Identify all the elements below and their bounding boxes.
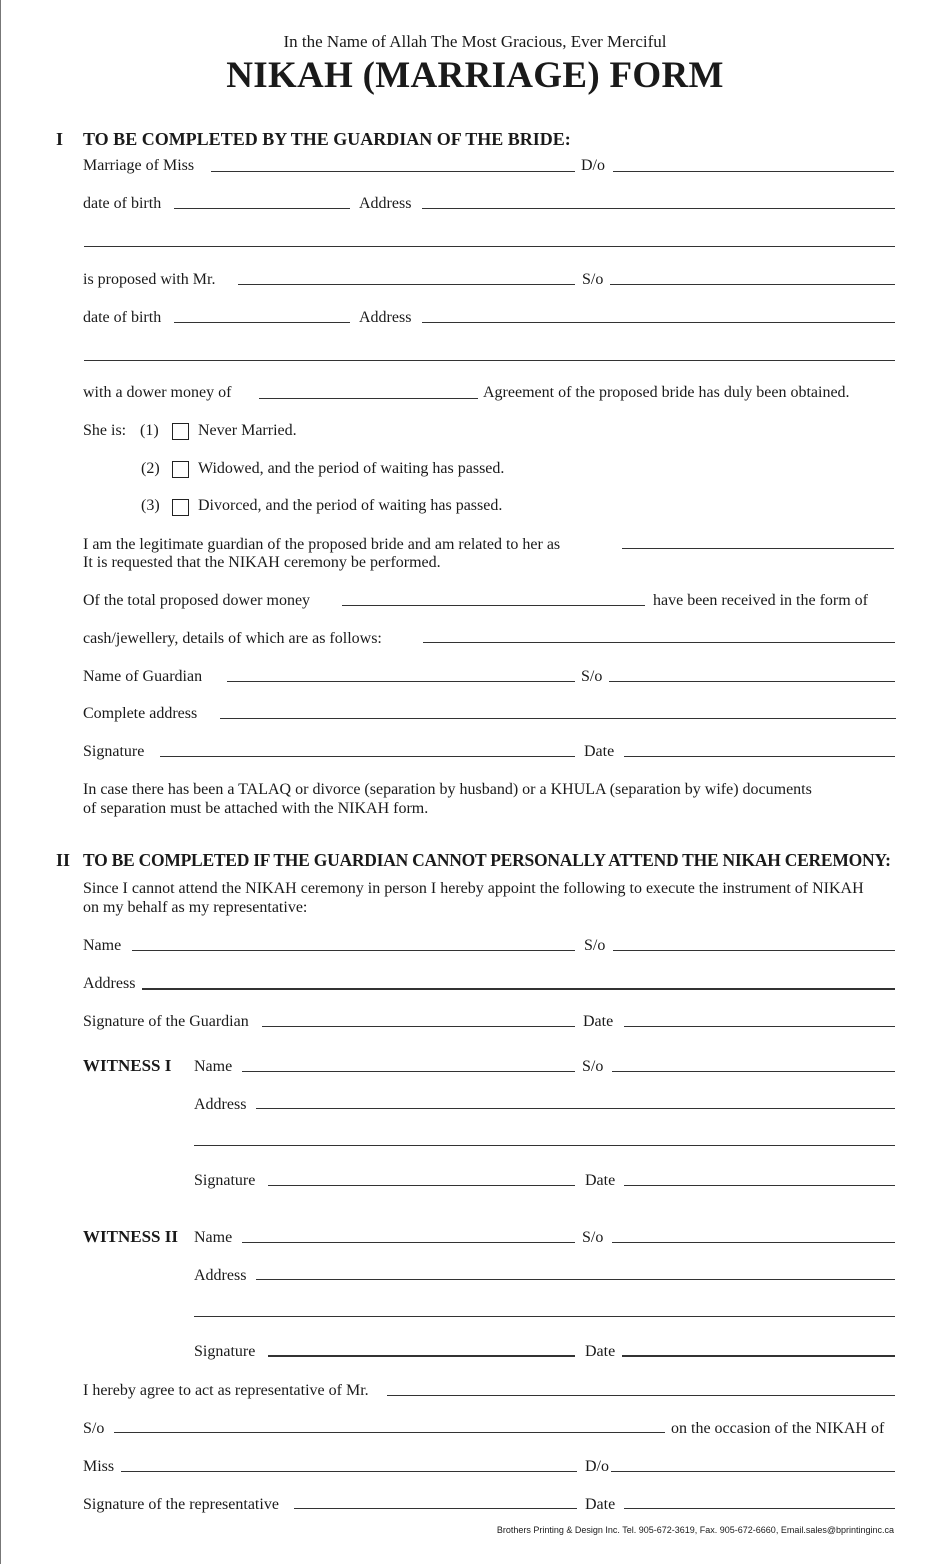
proposed-with-label: is proposed with Mr. <box>83 271 216 288</box>
witness1-signature-field[interactable] <box>268 1185 575 1186</box>
groom-address-field-2[interactable] <box>84 360 895 361</box>
witness2-name-label: Name <box>194 1229 233 1246</box>
rep-father-field[interactable] <box>613 950 895 951</box>
she-is-label: She is: <box>83 422 127 439</box>
agreement-text: Agreement of the proposed bride has duly been obtained. <box>483 384 850 401</box>
witness2-address-field-2[interactable] <box>194 1316 895 1317</box>
groom-dob-field[interactable] <box>174 322 350 323</box>
request-text: It is requested that the NIKAH ceremony be performed. <box>83 554 441 571</box>
talaq-note-line1: In case there has been a TALAQ or divorce (separation by husband) or a KHULA (separation by wife) documents <box>83 781 812 798</box>
witness1-date-label: Date <box>585 1172 616 1189</box>
witness1-name-label: Name <box>194 1058 233 1075</box>
dower-received-field[interactable] <box>342 605 645 606</box>
witness2-address-label: Address <box>194 1267 247 1284</box>
guardian-sign-label: Signature of the Guardian <box>83 1013 249 1030</box>
witness2-s-o-label: S/o <box>582 1229 604 1246</box>
rep-name-field[interactable] <box>132 950 575 951</box>
witness2-name-field[interactable] <box>242 1242 575 1243</box>
guardian-sign-field[interactable] <box>262 1026 575 1027</box>
guardian-relation-field[interactable] <box>622 548 894 549</box>
section1-number: I <box>56 129 64 149</box>
miss-d-o-label: D/o <box>585 1458 609 1475</box>
section2-intro-line2: on my behalf as my representative: <box>83 899 308 916</box>
cash-jewellery-field[interactable] <box>423 642 895 643</box>
guardian-sign-date-field[interactable] <box>624 1026 895 1027</box>
rep-signature-label: Signature of the representative <box>83 1496 279 1513</box>
bride-address-field[interactable] <box>422 208 895 209</box>
printer-credit: Brothers Printing & Design Inc. Tel. 905-672-3619, Fax. 905-672-6660, Email.sales@bprintinginc.ca <box>496 1525 894 1535</box>
received-label: have been received in the form of <box>653 592 869 609</box>
guardian-relation-label: I am the legitimate guardian of the proposed bride and am related to her as <box>83 536 561 553</box>
groom-name-field[interactable] <box>238 284 575 285</box>
bride-father-field[interactable] <box>613 171 894 172</box>
miss-father-field[interactable] <box>611 1471 895 1472</box>
section1-heading: TO BE COMPLETED BY THE GUARDIAN OF THE BRIDE: <box>83 129 571 149</box>
witness1-s-o-label: S/o <box>582 1058 604 1075</box>
option3-number: (3) <box>141 497 160 514</box>
witness1-name-field[interactable] <box>242 1071 575 1072</box>
never-married-label: Never Married. <box>198 422 297 439</box>
rep-address-label: Address <box>83 975 136 992</box>
occasion-label: on the occasion of the NIKAH of <box>671 1420 885 1437</box>
total-dower-label: Of the total proposed dower money <box>83 592 311 609</box>
groom-father-field[interactable] <box>610 284 895 285</box>
page-title: NIKAH (MARRIAGE) FORM <box>226 55 724 96</box>
guardian-s-o-label: S/o <box>581 668 603 685</box>
groom-s-o-label: S/o <box>582 271 604 288</box>
guardian-signature-field[interactable] <box>160 756 575 757</box>
agree-label: I hereby agree to act as representative of Mr. <box>83 1382 369 1399</box>
option2-number: (2) <box>141 460 160 477</box>
marriage-of-miss-label: Marriage of Miss <box>83 157 195 174</box>
miss-field[interactable] <box>121 1471 577 1472</box>
agree-s-o-label: S/o <box>83 1420 105 1437</box>
widowed-checkbox[interactable] <box>172 461 189 478</box>
witness2-date-label: Date <box>585 1343 616 1360</box>
witness1-date-field[interactable] <box>624 1185 895 1186</box>
groom-address-field[interactable] <box>422 322 895 323</box>
section2-number: II <box>56 850 71 870</box>
bismillah: In the Name of Allah The Most Gracious, Ever Merciful <box>283 32 667 51</box>
groom-dob-label: date of birth <box>83 309 162 326</box>
witness2-signature-label: Signature <box>194 1343 256 1360</box>
guardian-father-field[interactable] <box>609 681 895 682</box>
bride-name-field[interactable] <box>211 171 575 172</box>
guardian-name-label: Name of Guardian <box>83 668 203 685</box>
rep-name-label: Name <box>83 937 122 954</box>
page-border <box>0 0 1 1564</box>
rep-signature-field[interactable] <box>294 1508 577 1509</box>
divorced-checkbox[interactable] <box>172 499 189 516</box>
witness1-address-field[interactable] <box>256 1108 895 1109</box>
option1-number: (1) <box>140 422 159 439</box>
witness1-signature-label: Signature <box>194 1172 256 1189</box>
agree-mr-field[interactable] <box>387 1395 895 1396</box>
bride-address-label: Address <box>359 195 412 212</box>
miss-label: Miss <box>83 1458 115 1475</box>
witness2-label: WITNESS II <box>83 1227 178 1246</box>
witness2-address-field[interactable] <box>256 1279 895 1280</box>
dower-amount-field[interactable] <box>259 398 478 399</box>
rep-s-o-label: S/o <box>584 937 606 954</box>
guardian-name-field[interactable] <box>227 681 575 682</box>
witness1-father-field[interactable] <box>612 1071 895 1072</box>
guardian-date-field[interactable] <box>624 756 895 757</box>
bride-dob-label: date of birth <box>83 195 162 212</box>
bride-address-field-2[interactable] <box>84 246 895 247</box>
dower-label: with a dower money of <box>83 384 232 401</box>
witness2-father-field[interactable] <box>612 1242 895 1243</box>
cash-jewellery-label: cash/jewellery, details of which are as follows: <box>83 630 382 647</box>
section2-heading: TO BE COMPLETED IF THE GUARDIAN CANNOT PERSONALLY ATTEND THE NIKAH CEREMONY: <box>83 850 891 870</box>
guardian-date-label: Date <box>584 743 615 760</box>
never-married-checkbox[interactable] <box>172 423 189 440</box>
witness1-address-field-2[interactable] <box>194 1145 895 1146</box>
witness1-label: WITNESS I <box>83 1056 172 1075</box>
talaq-note-line2: of separation must be attached with the NIKAH form. <box>83 800 429 817</box>
bride-d-o-label: D/o <box>581 157 605 174</box>
witness2-signature-field[interactable] <box>268 1355 575 1357</box>
rep-date-field[interactable] <box>624 1508 895 1509</box>
complete-address-label: Complete address <box>83 705 198 722</box>
bride-dob-field[interactable] <box>174 208 350 209</box>
witness1-address-label: Address <box>194 1096 247 1113</box>
agree-s-o-field[interactable] <box>114 1432 665 1433</box>
rep-address-field[interactable] <box>142 988 895 990</box>
groom-address-label: Address <box>359 309 412 326</box>
guardian-signature-label: Signature <box>83 743 145 760</box>
rep-date-label: Date <box>585 1496 616 1513</box>
divorced-label: Divorced, and the period of waiting has passed. <box>198 497 503 514</box>
widowed-label: Widowed, and the period of waiting has passed. <box>198 460 505 477</box>
complete-address-field[interactable] <box>220 718 896 719</box>
witness2-date-field[interactable] <box>622 1355 895 1357</box>
section2-intro-line1: Since I cannot attend the NIKAH ceremony in person I hereby appoint the following to execute the instrument of NIKAH <box>83 880 864 897</box>
guardian-sign-date-label: Date <box>583 1013 614 1030</box>
